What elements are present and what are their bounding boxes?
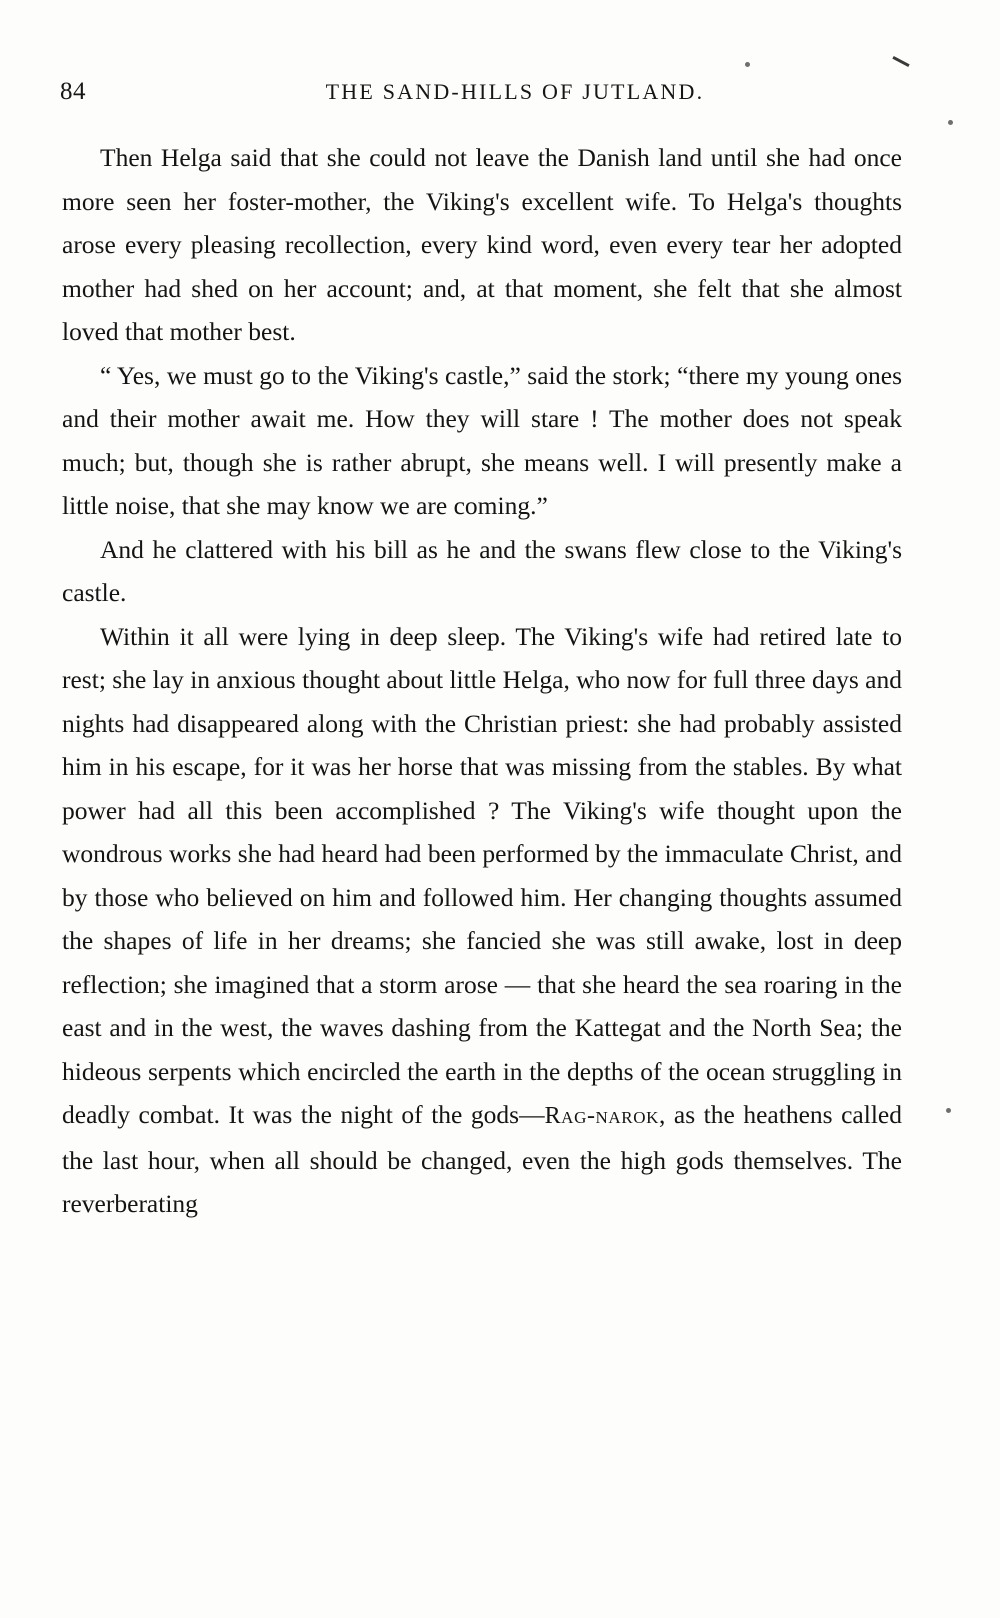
- page-number: 84: [60, 78, 86, 105]
- paragraph: “ Yes, we must go to the Viking's castle,” said the stork; “there my young ones and their mother await me. How they will stare ! The mother does not speak much; but, though she is rather abrupt, she means well. I will presently make a little noise, that she may know we are coming.”: [62, 360, 902, 520]
- running-head: THE SAND-HILLS OF JUTLAND.: [325, 79, 705, 104]
- page-speck: [745, 62, 750, 67]
- smallcaps-word: Rag-narok: [544, 1103, 659, 1129]
- paragraph-final: [62, 615, 902, 1226]
- page-header: [60, 78, 940, 108]
- page-tick-mark: [892, 56, 909, 67]
- paragraph: Then Helga said that she could not leave the Danish land until she had once more seen her foster-mother, the Viking's excellent wife. To Helga's thoughts arose every pleasing recollection, every kind word, even every tear her adopted mother had shed on her account; and, at that moment, she felt that she almost loved that mother best.: [62, 143, 902, 346]
- paragraph: And he clattered with his bill as he and the swans flew close to the Viking's castle.: [62, 534, 902, 607]
- page-speck: [946, 1108, 951, 1113]
- paragraph-text: Within it all were lying in deep sleep. The Viking's wife had retired late to rest; she lay in anxious thought about little Helga, who now for full three days and nights had disappeared along with the Christian priest: she had probably assisted him in his escape, for it was her horse that was missing from the stables. By what power had all this been accomplished ? The Viking's wife thought upon the wondrous works she had heard had been performed by the immaculate Christ, and by those who believed on him and followed him. Her changing thoughts assumed the shapes of life in her dreams; she fancied she was still awake, lost in deep reflection; she imagined that a storm arose — that she heard the sea roaring in the east and in the west, the waves dashing from the Kattegat and the North Sea; the hideous serpents which encircled the earth in the depths of the ocean struggling in deadly combat. It was the night of the gods—: [62, 621, 902, 1129]
- body-text: [62, 136, 902, 1226]
- page-speck: [948, 120, 953, 125]
- paragraph-tail: , as the heathens called the last hour, when all should be changed, even the high gods themselves. The reverberating: [62, 1100, 902, 1218]
